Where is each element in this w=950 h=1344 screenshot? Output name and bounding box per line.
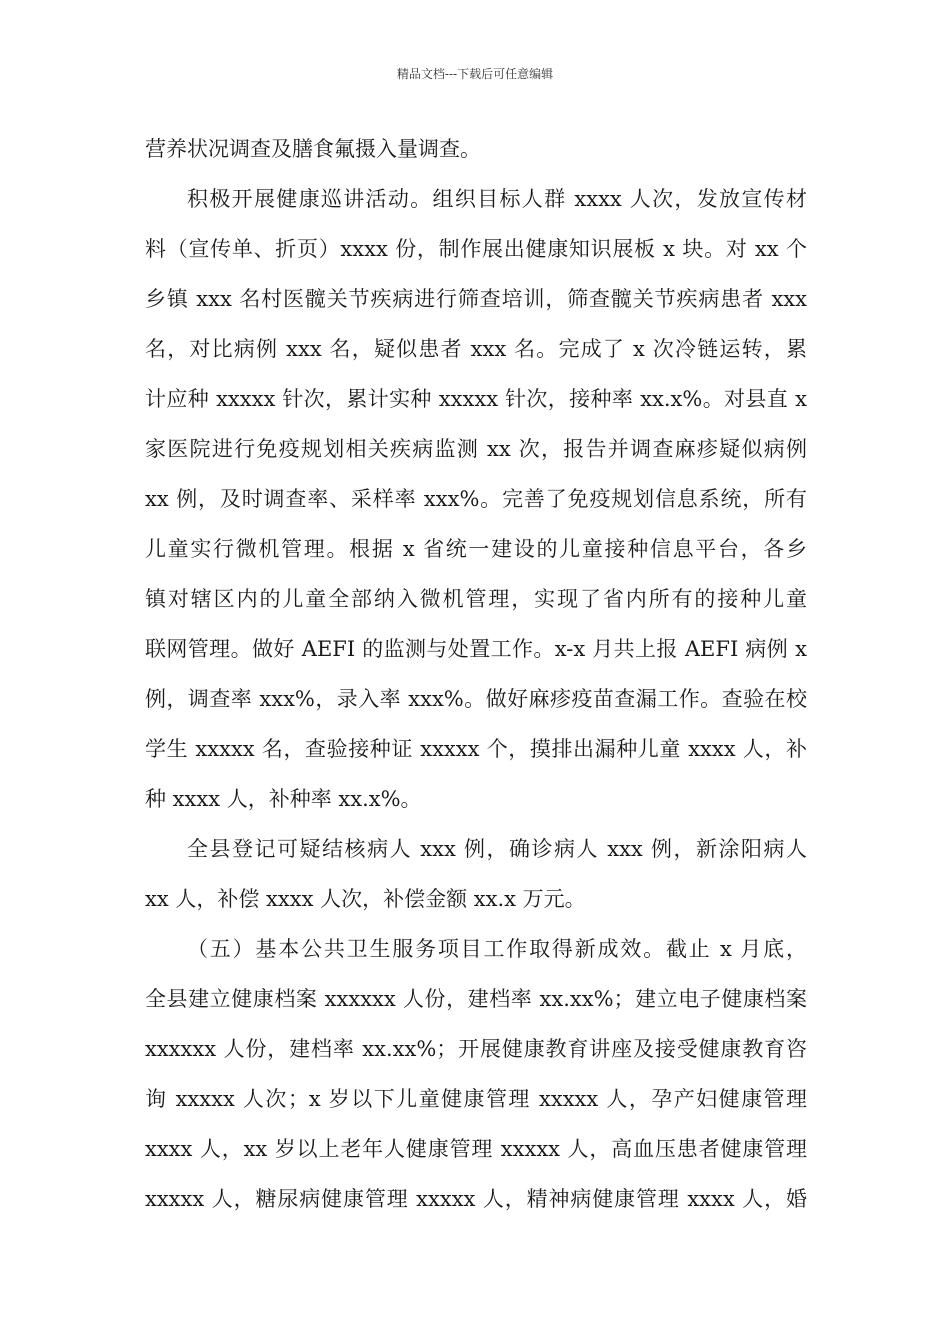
text-line: 乡镇 xxx 名村医髋关节疾病进行筛查培训，筛查髋关节疾病患者 xxx: [145, 287, 807, 311]
text-line: 询 xxxxx 人次；x 岁以下儿童健康管理 xxxxx 人，孕产妇健康管理: [145, 1087, 807, 1111]
text-line: xxxxxx 人份，建档率 xx.xx%；开展健康教育讲座及接受健康教育咨: [145, 1037, 807, 1061]
text-line: 营养状况调查及膳食氟摄入量调查。: [145, 137, 481, 161]
text-line: 名，对比病例 xxx 名，疑似患者 xxx 名。完成了 x 次冷链运转，累: [145, 337, 807, 361]
text-line: xx 人，补偿 xxxx 人次，补偿金额 xx.x 万元。: [145, 887, 586, 911]
paragraph-tuberculosis: [145, 824, 807, 924]
text-line: （五）基本公共卫生服务项目工作取得新成效。截止 x 月底，: [187, 937, 807, 961]
paragraph-nutrition-survey: [145, 124, 807, 174]
text-line: xxxx 人，xx 岁以上老年人健康管理 xxxxx 人，高血压患者健康管理: [145, 1137, 807, 1161]
text-line: 全县登记可疑结核病人 xxx 例，确诊病人 xxx 例，新涂阳病人: [187, 837, 807, 861]
text-line: 家医院进行免疫规划相关疾病监测 xx 次，报告并调查麻疹疑似病例: [145, 437, 807, 461]
text-line: 儿童实行微机管理。根据 x 省统一建设的儿童接种信息平台，各乡: [145, 537, 807, 561]
text-line: 计应种 xxxxx 针次，累计实种 xxxxx 针次，接种率 xx.x%。对县直 x: [145, 387, 807, 411]
text-line: 镇对辖区内的儿童全部纳入微机管理，实现了省内所有的接种儿童: [145, 587, 807, 611]
text-line: 例，调查率 xxx%，录入率 xxx%。做好麻疹疫苗查漏工作。查验在校: [145, 687, 807, 711]
text-line: xxxxx 人，糖尿病健康管理 xxxxx 人，精神病健康管理 xxxx 人，婚: [145, 1187, 807, 1211]
document-body: [145, 124, 807, 1224]
paragraph-health-campaign: [145, 174, 807, 824]
text-line: xx 例，及时调查率、采样率 xxx%。完善了免疫规划信息系统，所有: [145, 487, 807, 511]
text-line: 联网管理。做好 AEFI 的监测与处置工作。x-x 月共上报 AEFI 病例 x: [145, 637, 807, 661]
text-line: 学生 xxxxx 名，查验接种证 xxxxx 个，摸排出漏种儿童 xxxx 人，补: [145, 737, 807, 761]
page-header: 精品文档---下载后可任意编辑: [396, 67, 554, 81]
paragraph-public-health-services: [145, 924, 807, 1224]
text-line: 积极开展健康巡讲活动。组织目标人群 xxxx 人次，发放宣传材: [187, 187, 807, 211]
text-line: 全县建立健康档案 xxxxxx 人份，建档率 xx.xx%；建立电子健康档案: [145, 987, 807, 1011]
text-line: 料（宣传单、折页）xxxx 份，制作展出健康知识展板 x 块。对 xx 个: [145, 237, 807, 261]
text-line: 种 xxxx 人，补种率 xx.x%。: [145, 787, 422, 811]
